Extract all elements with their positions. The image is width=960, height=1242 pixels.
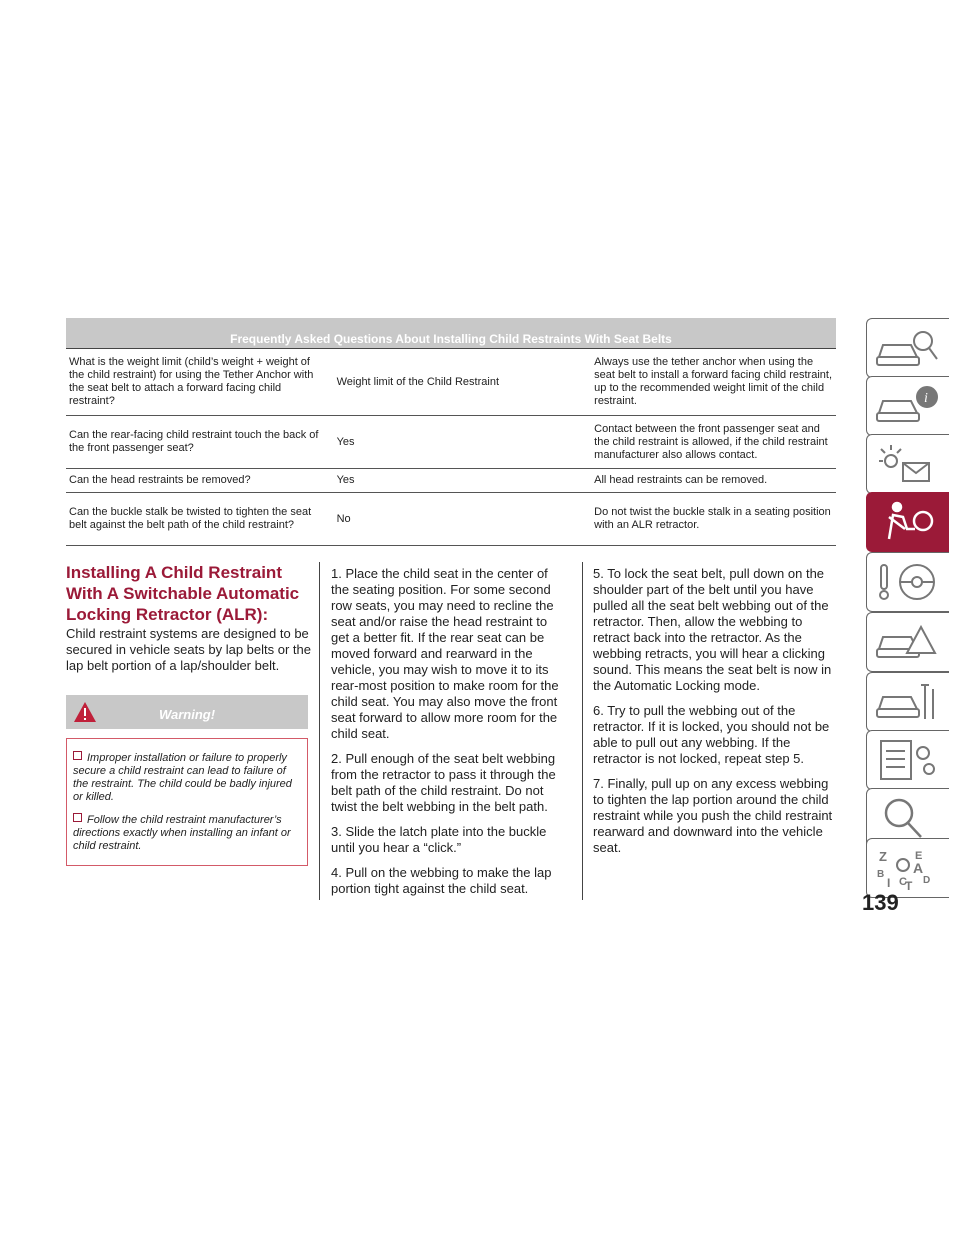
step: 3. Slide the latch plate into the buckle until you hear a “click.” [331,824,547,855]
faq-note: Contact between the front passenger seat and the child restraint is allowed, if the child restraint manufacturer also allows contact. [594,422,828,461]
faq-table [66,318,836,546]
section-heading: Installing A Child Restraint With A Switchable Automatic Locking Retractor (ALR): [66,563,300,624]
warning-item-text: Improper installation or failure to properly secure a child restraint can lead to failure of the restraint. The child could be badly injured or killed. [73,752,292,803]
step: 2. Pull enough of the seat belt webbing from the retractor to pass it through the belt path of the child restraint. Do not twist the belt webbing in the belt path. [331,751,556,814]
column-divider [582,562,583,900]
faq-answer: Yes [336,435,355,448]
svg-text:i: i [924,391,928,406]
index-letter: B [877,869,885,880]
faq-row [66,416,836,469]
tab-index[interactable] [866,838,949,898]
steps-column [331,566,561,906]
index-letter: T [905,879,913,891]
faq-question: Can the head restraints be removed? [69,474,251,486]
step: 4. Pull on the webbing to make the lap portion tight against the child seat. [331,865,552,896]
steps-column [593,566,835,865]
faq-answer: No [336,512,351,525]
faq-row [66,493,836,546]
tab-warning-lights[interactable] [866,434,949,494]
tab-seatbelt-airbag[interactable] [866,492,949,552]
tab-car-search[interactable] [866,318,949,378]
tab-steering-wheel[interactable] [866,552,949,612]
section-intro: Child restraint systems are designed to be secured in vehicle seats by lap belts or the lap belt portion of a lap/shoulder belt. [66,626,311,673]
faq-answer: Weight limit of the Child Restraint [336,375,499,388]
seatbelt-airbag-icon [875,499,941,545]
tab-car-info[interactable] [866,376,949,436]
faq-answer: Yes [336,474,355,486]
index-letter: A [913,860,924,876]
warning-lights-icon [875,441,941,487]
car-search-icon [875,325,941,371]
warning-box [66,738,308,866]
index-letter: Z [879,849,887,864]
step: 1. Place the child seat in the center of the seating position. For some second row seats, you may need to recline the seat and/or raise the head restraint to get a better fit. If the rear seat can be moved forward and rearward in the vehicle, you may wish to move it to its rear-most position to make room for the child seat. You may also move the front seat forward to allow more room for the child seat. [331,566,559,741]
faq-table-title: Frequently Asked Questions About Installing Child Restraints With Seat Belts [66,318,836,349]
column-divider [319,562,320,900]
warning-item-text: Follow the child restraint manufacturer’s directions exactly when installing an infant or child restraint. [73,814,291,852]
step: 5. To lock the seat belt, pull down on the shoulder part of the belt until you have pulled all the seat belt webbing out of the retractor. Then, allow the webbing to retract back into the retractor. As the webbing retracts, you will hear a clicking sound. This means the seat belt is now in the Automatic Locking mode. [593,566,832,693]
tab-car-service[interactable] [866,672,949,732]
index-letter: E [915,850,923,862]
checkbox-bullet-icon [73,751,82,760]
faq-note: Always use the tether anchor when using the seat belt to install a forward facing child restraint, up to the recommended weight limit of the child restraint. [594,356,832,407]
search-icon [875,795,941,841]
index-letter: D [923,875,931,886]
checkbox-bullet-icon [73,813,82,822]
page-number: 139 [862,890,899,915]
index-letter: C [899,876,907,888]
tab-car-emergency[interactable] [866,612,949,672]
car-service-icon [875,679,941,725]
step: 7. Finally, pull up on any excess webbing to tighten the lap portion around the child restraint while you push the child restraint rearward and downward into the vehicle seat. [593,776,833,855]
car-info-icon [875,383,941,429]
faq-row [66,469,836,493]
index-letter: I [887,876,891,890]
faq-row [66,349,836,416]
warning-item [73,751,299,804]
faq-question: Can the buckle stalk be twisted to tighten the seat belt against the belt path of the child restraint? [69,506,312,531]
warning-item [73,813,299,853]
faq-note: All head restraints can be removed. [594,474,768,486]
warning-title: Warning! [158,707,216,722]
faq-note: Do not twist the buckle stalk in a seating position with an ALR retractor. [594,506,831,531]
tab-specifications[interactable] [866,730,949,790]
step: 6. Try to pull the webbing out of the retractor. If it is locked, you should not be able to pull out any webbing. If the retractor is not locked, repeat step 5. [593,703,830,766]
index-icon [875,845,941,891]
car-emergency-icon [875,619,941,665]
faq-question: What is the weight limit (child’s weight + weight of the child restraint) for using the Tether Anchor with the seat belt to attach a forward facing child restraint? [69,356,314,407]
specifications-icon [875,737,941,783]
steering-wheel-icon [875,559,941,605]
faq-question: Can the rear-facing child restraint touch the back of the front passenger seat? [69,429,319,454]
